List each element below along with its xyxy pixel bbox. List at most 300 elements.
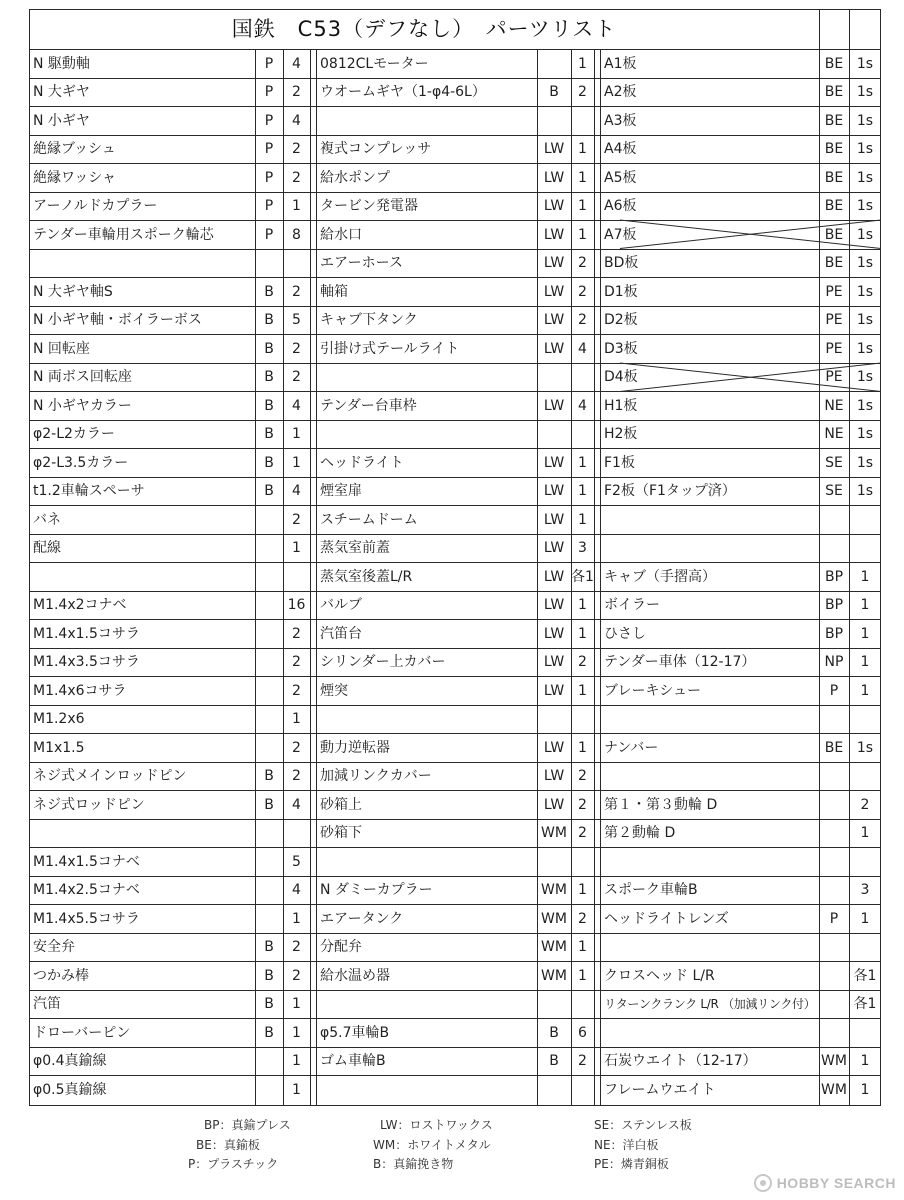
part-quantity: 2 [292, 283, 301, 300]
part-name: 安全弁 [33, 939, 75, 955]
part-quantity: 1s [856, 141, 874, 157]
part-material: LW [543, 226, 565, 243]
part-name: A5板 [604, 169, 637, 186]
column-divider [310, 49, 311, 1106]
part-quantity: 1 [292, 996, 301, 1012]
part-name: 複式コンプレッサ [320, 141, 432, 157]
part-material: BE [824, 739, 844, 756]
part-quantity: 1 [860, 1053, 870, 1069]
part-quantity: 1s [856, 397, 874, 414]
part-quantity: 2 [578, 796, 587, 813]
part-name: 砂箱上 [320, 796, 362, 813]
part-name: M1.4x5.5コサラ [33, 910, 140, 927]
part-quantity: 2 [860, 796, 870, 813]
part-name: A4板 [604, 141, 637, 157]
part-material: LW [543, 397, 565, 414]
part-name: 蒸気室後蓋L/R [320, 568, 413, 585]
part-quantity [571, 990, 594, 1018]
part-name: 給水ポンプ [320, 169, 390, 186]
strikethrough-cross-icon [620, 220, 881, 249]
part-material: LW [543, 454, 565, 471]
part-material: B [549, 1024, 559, 1041]
part-material: B [264, 996, 274, 1012]
part-name: 第１・第３動輪 D [604, 796, 718, 813]
part-quantity: 6 [578, 1024, 587, 1041]
part-name [316, 363, 537, 391]
part-name [600, 705, 819, 733]
part-name: φ2-L3.5カラー [33, 454, 129, 471]
part-quantity: 16 [287, 597, 306, 613]
part-name [316, 848, 537, 876]
part-quantity: 1s [856, 84, 874, 100]
page-title: 国鉄 C53（デフなし） パーツリスト [231, 17, 617, 41]
part-material [819, 791, 849, 819]
part-name: A2板 [604, 84, 637, 100]
part-quantity: 1s [856, 198, 874, 214]
part-material: WM [541, 939, 567, 955]
part-material: P [829, 682, 839, 699]
part-quantity: 2 [578, 654, 587, 670]
part-name: 汽笛台 [320, 625, 362, 642]
part-quantity: 2 [292, 340, 301, 357]
part-quantity: 5 [292, 312, 301, 328]
part-name [316, 990, 537, 1018]
part-material: LW [543, 768, 565, 784]
part-material: B [264, 369, 274, 385]
part-material: SE [825, 454, 843, 471]
part-material [255, 819, 283, 847]
legend-entry: B：真鍮挽き物 [373, 1157, 454, 1171]
part-name: 引掛け式テールライト [320, 340, 460, 357]
part-material [255, 249, 283, 277]
part-quantity: 各1 [853, 967, 877, 984]
part-name: 絶縁ワッシャ [33, 169, 117, 186]
part-quantity: 1 [578, 682, 587, 699]
part-name: M1.2x6 [33, 711, 85, 727]
part-name: フレームウエイト [604, 1081, 716, 1098]
part-quantity: 3 [578, 540, 587, 556]
part-material: B [264, 768, 274, 784]
part-name: N 大ギヤ軸S [33, 283, 113, 300]
part-name: φ0.5真鍮線 [33, 1081, 107, 1098]
table-border [29, 9, 881, 10]
part-quantity: 各1 [571, 568, 594, 585]
watermark [754, 1174, 896, 1192]
part-name: N 小ギヤ軸・ボイラーボス [33, 312, 202, 328]
part-name: M1.4x1.5コサラ [33, 625, 140, 642]
part-quantity: 2 [292, 511, 301, 528]
part-name [316, 1076, 537, 1104]
part-material: LW [543, 568, 565, 585]
part-quantity: 1 [860, 910, 870, 927]
part-name: H2板 [604, 426, 638, 442]
part-material [819, 506, 849, 534]
part-quantity: 1s [856, 283, 874, 300]
part-name: キャブ（手摺高） [604, 568, 716, 585]
legend-entry: LW：ロストワックス [380, 1118, 493, 1132]
part-name: H1板 [604, 397, 638, 414]
part-quantity: 2 [292, 739, 301, 756]
part-material: LW [543, 511, 565, 528]
part-name: F2板（F1タップ済） [604, 483, 736, 499]
part-material [537, 705, 571, 733]
part-material: LW [543, 597, 565, 613]
part-quantity: 1s [856, 112, 874, 129]
part-quantity: 1 [292, 1081, 301, 1098]
part-name: A3板 [604, 112, 637, 129]
part-quantity: 2 [292, 654, 301, 670]
part-material: P [264, 84, 274, 100]
part-name: D2板 [604, 312, 638, 328]
part-material [255, 591, 283, 619]
part-material [819, 762, 849, 790]
part-quantity: 1s [856, 369, 874, 385]
part-name: 0812CLモーター [320, 55, 429, 72]
part-material [537, 107, 571, 135]
part-quantity: 1 [292, 454, 301, 471]
part-name: ナンバー [604, 739, 659, 756]
part-material: WM [541, 910, 567, 927]
part-material: B [264, 397, 274, 414]
part-material: NE [824, 397, 844, 414]
part-name [600, 762, 819, 790]
part-name: ブレーキシュー [604, 682, 702, 699]
part-material: LW [543, 483, 565, 499]
part-name: スポーク車輪B [604, 882, 698, 898]
part-material: LW [543, 312, 565, 328]
part-quantity: 1 [860, 825, 870, 841]
part-material [255, 848, 283, 876]
part-name: ひさし [604, 625, 646, 642]
part-quantity [571, 363, 594, 391]
part-quantity: 1 [860, 597, 870, 613]
part-quantity: 2 [292, 369, 301, 385]
part-quantity [571, 848, 594, 876]
part-name: A7板 [604, 226, 637, 243]
part-quantity: 1 [292, 198, 301, 214]
part-quantity: 2 [578, 255, 587, 271]
part-material [255, 534, 283, 562]
legend-entry: NE：洋白板 [594, 1138, 659, 1152]
part-name: ウオームギヤ（1-φ4-6L） [320, 84, 486, 100]
table-border [29, 1105, 881, 1106]
part-quantity: 各1 [853, 996, 877, 1012]
part-name: テンダー台車枠 [320, 397, 417, 414]
part-material [537, 1076, 571, 1104]
part-quantity: 1 [860, 625, 870, 642]
part-material: B [264, 483, 274, 499]
part-material: LW [543, 169, 565, 186]
part-material [819, 933, 849, 961]
part-name: M1x1.5 [33, 739, 85, 756]
part-material: BE [824, 226, 844, 243]
strikethrough-cross-icon [620, 363, 881, 392]
part-quantity: 1s [856, 483, 874, 499]
part-quantity: 1 [578, 939, 587, 955]
legend-entry: SE：ステンレス板 [594, 1118, 692, 1132]
part-material: LW [543, 283, 565, 300]
part-material [819, 848, 849, 876]
part-material: WM [541, 967, 567, 984]
part-quantity [571, 420, 594, 448]
part-material: LW [543, 198, 565, 214]
part-name: N 小ギヤ [33, 112, 90, 129]
part-name: テンダー車輪用スポーク輪芯 [33, 226, 214, 243]
part-name: 砂箱下 [320, 825, 362, 841]
part-name: アーノルドカプラー [33, 198, 158, 214]
part-material: B [264, 283, 274, 300]
part-quantity [283, 249, 310, 277]
parts-list-table [29, 9, 881, 1106]
part-name: M1.4x1.5コナベ [33, 853, 140, 870]
part-quantity: 2 [292, 625, 301, 642]
part-quantity: 4 [292, 483, 301, 499]
part-material: LW [543, 739, 565, 756]
part-name: ネジ式メインロッドピン [33, 768, 187, 784]
part-quantity: 1 [578, 511, 587, 528]
part-name: D4板 [604, 369, 638, 385]
part-material: PE [825, 283, 843, 300]
part-material: BE [824, 55, 844, 72]
part-name: 絶縁ブッシュ [33, 141, 116, 157]
part-quantity: 2 [578, 825, 587, 841]
part-name: 給水口 [320, 226, 362, 243]
part-name [600, 534, 819, 562]
part-name: N ダミーカプラー [320, 882, 433, 898]
legend-entry: BE：真鍮板 [196, 1138, 260, 1152]
part-material: B [264, 340, 274, 357]
part-name: 蒸気室前蓋 [320, 540, 390, 556]
part-name: スチームドーム [320, 511, 418, 528]
part-name: バルブ [320, 597, 362, 613]
part-quantity: 4 [292, 796, 301, 813]
part-material: P [829, 910, 839, 927]
part-name: 石炭ウエイト（12-17） [604, 1053, 757, 1069]
part-name: F1板 [604, 454, 635, 471]
part-name: φ2-L2カラー [33, 426, 115, 442]
part-quantity: 2 [578, 910, 587, 927]
part-quantity: 1s [856, 340, 874, 357]
part-name: ゴム車輪B [320, 1053, 386, 1069]
part-name: ヘッドライトレンズ [604, 910, 729, 927]
part-quantity: 1s [856, 739, 874, 756]
part-name [316, 420, 537, 448]
part-material [819, 705, 849, 733]
part-name: バネ [33, 511, 61, 528]
part-quantity: 4 [292, 112, 301, 129]
part-quantity: 2 [578, 1053, 587, 1069]
part-material: B [264, 454, 274, 471]
part-name: N 回転座 [33, 340, 90, 357]
part-name: φ0.4真鍮線 [33, 1053, 107, 1069]
part-quantity: 1 [578, 483, 587, 499]
part-quantity: 1 [578, 967, 587, 984]
part-quantity [849, 1019, 881, 1047]
legend-entry: BP：真鍮プレス [204, 1118, 291, 1132]
part-material: WM [541, 882, 567, 898]
part-material: NP [824, 654, 844, 670]
part-quantity: 1 [292, 711, 301, 727]
part-name: D3板 [604, 340, 638, 357]
part-material: WM [541, 825, 567, 841]
part-quantity: 1s [856, 169, 874, 186]
part-material: B [264, 312, 274, 328]
part-material: PE [825, 340, 843, 357]
part-material [819, 819, 849, 847]
part-name: テンダー車体（12-17） [604, 654, 756, 670]
part-quantity: 3 [860, 882, 870, 898]
part-name: ヘッドライト [320, 454, 404, 471]
part-name: 煙室扉 [320, 483, 362, 499]
part-material [819, 1019, 849, 1047]
part-name: A1板 [604, 55, 637, 72]
part-quantity: 1 [292, 1053, 301, 1069]
part-name: 汽笛 [33, 996, 61, 1012]
part-name: N 両ボス回転座 [33, 369, 132, 385]
part-material: NE [824, 426, 844, 442]
part-quantity [571, 705, 594, 733]
part-name: シリンダー上カバー [320, 654, 446, 670]
part-quantity [849, 848, 881, 876]
part-material: B [264, 967, 274, 984]
part-material: LW [543, 141, 565, 157]
part-material: LW [543, 540, 565, 556]
part-name [600, 933, 819, 961]
part-quantity [571, 107, 594, 135]
legend-entry: PE：燐青銅板 [594, 1157, 669, 1171]
part-quantity: 1 [860, 654, 870, 670]
part-material [819, 534, 849, 562]
part-material [819, 876, 849, 904]
part-material: B [549, 84, 559, 100]
part-quantity: 4 [292, 397, 301, 414]
part-name: ボイラー [604, 597, 660, 613]
hobby-search-logo-icon [754, 1174, 772, 1192]
part-quantity: 2 [292, 682, 301, 699]
part-name: M1.4x3.5コサラ [33, 654, 140, 670]
part-name: M1.4x2コナベ [33, 597, 127, 613]
part-material: BP [824, 568, 844, 585]
part-material: BE [824, 198, 844, 214]
part-quantity: 1 [578, 198, 587, 214]
part-name [600, 506, 819, 534]
part-name: BD板 [604, 255, 639, 271]
part-material [537, 990, 571, 1018]
part-material: PE [825, 369, 843, 385]
part-material: P [264, 112, 274, 129]
part-quantity [849, 762, 881, 790]
part-quantity: 1 [860, 1081, 870, 1098]
part-material: LW [543, 682, 565, 699]
part-name: 加減リンクカバー [320, 768, 432, 784]
part-quantity: 4 [292, 882, 301, 898]
part-quantity: 2 [578, 283, 587, 300]
part-quantity: 1s [856, 426, 874, 442]
part-name: M1.4x6コサラ [33, 682, 127, 699]
part-name: 分配弁 [320, 939, 362, 955]
part-material [537, 363, 571, 391]
part-material: BP [824, 625, 844, 642]
part-quantity [283, 819, 310, 847]
part-material: P [264, 55, 274, 72]
part-quantity [849, 705, 881, 733]
part-material: P [264, 141, 274, 157]
part-quantity [849, 506, 881, 534]
part-name: N 大ギヤ [33, 84, 90, 100]
part-quantity: 1s [856, 312, 874, 328]
part-quantity: 1s [856, 226, 874, 243]
part-material: LW [543, 340, 565, 357]
part-material [255, 734, 283, 762]
part-quantity: 1 [292, 1024, 301, 1041]
part-name: 給水温め器 [320, 967, 390, 984]
part-quantity: 4 [578, 397, 587, 414]
part-material: LW [543, 654, 565, 670]
part-quantity [571, 1076, 594, 1104]
part-quantity: 4 [292, 55, 301, 72]
part-quantity: 1 [578, 169, 587, 186]
part-quantity: 1 [292, 540, 301, 556]
part-material [255, 1076, 283, 1104]
part-quantity: 2 [578, 312, 587, 328]
part-material: P [264, 226, 274, 243]
part-name: 配線 [33, 540, 61, 556]
part-name: D1板 [604, 283, 638, 300]
part-name [600, 1019, 819, 1047]
part-material: WM [821, 1053, 847, 1069]
part-quantity: 4 [578, 340, 587, 357]
part-material: BE [824, 84, 844, 100]
part-material: B [264, 796, 274, 813]
part-quantity: 8 [292, 226, 301, 243]
part-quantity: 1 [578, 882, 587, 898]
part-material [819, 990, 849, 1018]
part-quantity: 2 [578, 84, 587, 100]
part-material: B [264, 1024, 274, 1041]
part-quantity: 1 [578, 226, 587, 243]
part-material: P [264, 198, 274, 214]
part-quantity: 2 [292, 169, 301, 186]
watermark-text: HOBBY SEARCH [776, 1175, 896, 1191]
part-material [255, 506, 283, 534]
part-name: ドローバーピン [33, 1024, 131, 1041]
part-material: BE [824, 255, 844, 271]
part-material [255, 620, 283, 648]
part-quantity [283, 563, 310, 591]
part-quantity: 2 [292, 967, 301, 984]
part-quantity: 1 [578, 625, 587, 642]
part-material [255, 677, 283, 705]
part-material [537, 848, 571, 876]
part-name: タービン発電器 [320, 198, 418, 214]
part-quantity: 2 [292, 939, 301, 955]
part-quantity: 1 [578, 597, 587, 613]
part-name: t1.2車輪スペーサ [33, 483, 145, 499]
part-quantity: 1s [856, 255, 874, 271]
part-quantity: 2 [578, 768, 587, 784]
part-name: つかみ棒 [33, 967, 89, 984]
part-material: BE [824, 112, 844, 129]
part-material [255, 876, 283, 904]
part-name: N 駆動軸 [33, 55, 90, 72]
part-quantity: 1 [578, 141, 587, 157]
part-name: 第２動輪 D [604, 825, 676, 841]
part-name: リターンクランク L/R （加減リンク付） [604, 997, 816, 1011]
part-material: BP [824, 597, 844, 613]
part-quantity: 1 [292, 426, 301, 442]
part-material: LW [543, 796, 565, 813]
part-material [255, 563, 283, 591]
